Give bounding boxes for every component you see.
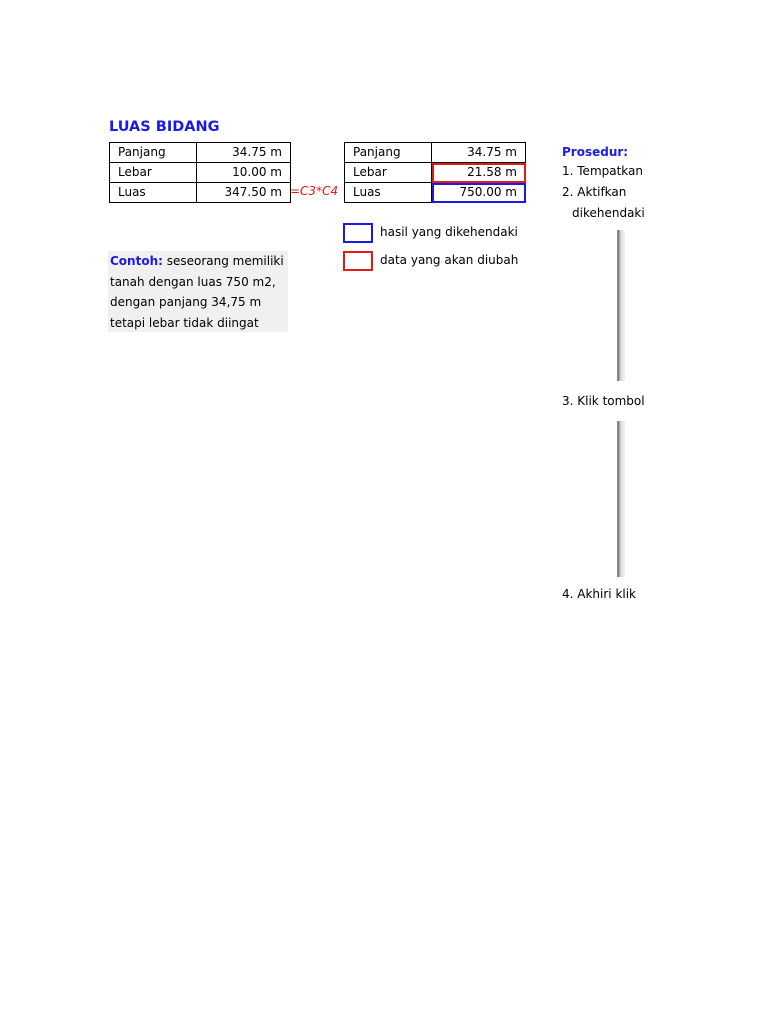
legend-blue-swatch [343, 223, 373, 243]
goal-seek-table [344, 142, 526, 203]
width-label-cell[interactable]: Lebar [345, 163, 432, 183]
table-row [110, 143, 291, 163]
example-keyword: Contoh: [110, 254, 163, 268]
procedure-step-2: 2. Aktifkan [562, 185, 627, 199]
original-area-table [109, 142, 291, 203]
procedure-step-4: 4. Akhiri klik [562, 587, 637, 601]
formula-note: =C3*C4 [290, 184, 339, 198]
area-label-cell[interactable]: Luas [345, 183, 432, 203]
procedure-step-3: 3. Klik tombol [562, 394, 645, 408]
dialog-screenshot-image [617, 230, 625, 381]
length-label-cell[interactable]: Panjang [110, 143, 197, 163]
legend-red-label: data yang akan diubah [380, 253, 519, 267]
procedure-title: Prosedur: [562, 145, 629, 159]
legend-blue-label: hasil yang dikehendaki [380, 225, 518, 239]
dialog-screenshot-image [617, 421, 625, 577]
length-value-cell[interactable]: 34.75 m [197, 143, 291, 163]
table-row [345, 163, 526, 183]
length-value-cell[interactable]: 34.75 m [432, 143, 526, 163]
example-text: seseorang memiliki [162, 254, 284, 268]
example-note [108, 251, 288, 332]
area-label-cell[interactable]: Luas [110, 183, 197, 203]
table-row [110, 163, 291, 183]
target-area-cell[interactable]: 750.00 m [432, 183, 526, 203]
area-value-cell[interactable]: 347.50 m [197, 183, 291, 203]
sheet-title: LUAS BIDANG [109, 119, 220, 135]
procedure-step-1: 1. Tempatkan [562, 164, 643, 178]
width-label-cell[interactable]: Lebar [110, 163, 197, 183]
length-label-cell[interactable]: Panjang [345, 143, 432, 163]
example-line: tanah dengan luas 750 m2, [110, 274, 276, 289]
procedure-step-2-continued: dikehendaki [572, 206, 645, 220]
example-line: dengan panjang 34,75 m [110, 295, 262, 309]
width-value-cell[interactable]: 10.00 m [197, 163, 291, 183]
table-row [345, 143, 526, 163]
example-line: tetapi lebar tidak diingat [110, 315, 259, 330]
table-row [345, 183, 526, 203]
table-row [110, 183, 291, 203]
changing-width-cell[interactable]: 21.58 m [432, 163, 526, 183]
example-line [110, 251, 286, 272]
legend-red-swatch [343, 251, 373, 271]
